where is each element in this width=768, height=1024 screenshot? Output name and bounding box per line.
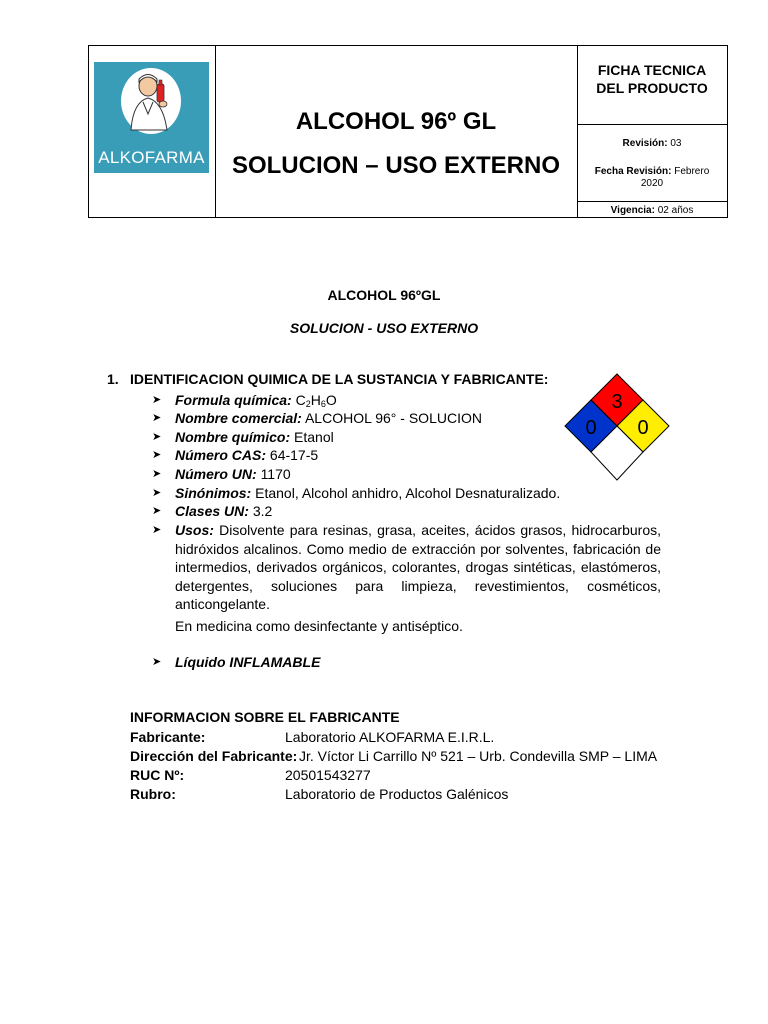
clases-label: Clases UN: (175, 503, 249, 519)
rubro-label: Rubro: (130, 786, 176, 802)
arrow-bullet-icon: ➤ (152, 468, 162, 480)
logo-text: ALKOFARMA (98, 148, 205, 167)
info-divider-2 (577, 201, 727, 202)
nombre-comercial-value: ALCOHOL 96° - SOLUCION (304, 410, 482, 426)
alkofarma-logo (94, 62, 209, 173)
formula-c: C (295, 392, 306, 408)
product-title: ALCOHOL 96º GL (295, 108, 497, 135)
info-cell (577, 46, 727, 217)
product-subtitle: SOLUCION – USO EXTERNO (231, 152, 561, 179)
ficha-tecnica-label (577, 61, 727, 97)
cas-label: Número CAS: (175, 447, 267, 463)
ficha-line-2: DEL PRODUCTO (596, 80, 708, 96)
fabricante-heading: INFORMACION SOBRE EL FABRICANTE (130, 709, 400, 725)
arrow-bullet-icon: ➤ (152, 449, 162, 461)
sinonimos-label: Sinónimos: (175, 485, 252, 501)
un-value: 1170 (260, 466, 291, 482)
info-divider (577, 124, 727, 125)
rubro-value: Laboratorio de Productos Galénicos (285, 786, 509, 802)
fecha-revision-line (577, 166, 727, 190)
arrow-bullet-icon: ➤ (152, 524, 162, 536)
section-title: IDENTIFICACION QUIMICA DE LA SUSTANCIA Y FABRICANTE: (130, 371, 549, 387)
usos-label: Usos: (175, 522, 214, 538)
revision-value: 03 (670, 138, 682, 149)
arrow-bullet-icon: ➤ (152, 656, 162, 668)
formula-c-sub: 2 (305, 399, 311, 409)
formula-value (296, 392, 337, 408)
logo-cell (89, 46, 216, 217)
document-title: ALCOHOL 96ºGL (327, 287, 441, 303)
arrow-bullet-icon: ➤ (152, 412, 162, 424)
title-cell (215, 46, 578, 217)
usos-value: Disolvente para resinas, grasa, aceites, ácidos grasos, hidrocarburos, hidróxidos alcalinos. Como medio de extracción por solventes, fabricación de intermedios, derivados orgánicos, colorantes, drogas sintéticas, elastómeros, detergentes, soluciones para limpieza, revestimientos, cosméticos, anticongelante. (175, 522, 661, 612)
vigencia-label: Vigencia: (610, 205, 655, 216)
direccion-label: Dirección del Fabricante: (130, 748, 298, 764)
section-1-heading (107, 371, 548, 387)
formula-h: H (310, 392, 321, 408)
arrow-bullet-icon: ➤ (152, 431, 162, 443)
document-subtitle: SOLUCION - USO EXTERNO (289, 320, 479, 336)
revision-line (577, 138, 727, 150)
revision-label: Revisión: (622, 138, 668, 149)
fecha-revision-value-1: Febrero (674, 166, 710, 177)
nombre-quimico-label: Nombre químico: (175, 429, 291, 445)
cas-value: 64-17-5 (269, 447, 319, 463)
formula-label: Formula química: (175, 392, 292, 408)
nfpa-flammability-value: 3 (611, 391, 623, 413)
ficha-line-1: FICHA TECNICA (597, 62, 707, 78)
nombre-quimico-value: Etanol (294, 429, 334, 445)
pharmacist-icon (121, 68, 181, 134)
formula-h-sub: 6 (320, 399, 326, 409)
header-table (88, 45, 728, 218)
fecha-revision-value-2: 2020 (640, 178, 664, 189)
direccion-value: Jr. Víctor Li Carrillo Nº 521 – Urb. Condevilla SMP – LIMA (299, 748, 658, 764)
section-number: 1. (107, 371, 119, 387)
vigencia-line (577, 205, 727, 217)
arrow-bullet-icon: ➤ (152, 394, 162, 406)
fabricante-value: Laboratorio ALKOFARMA E.I.R.L. (285, 729, 495, 745)
usos-paragraph (175, 521, 661, 614)
fabricante-label: Fabricante: (130, 729, 206, 745)
ruc-value: 20501543277 (285, 767, 371, 783)
vigencia-value: 02 años (657, 205, 694, 216)
un-label: Número UN: (175, 466, 257, 482)
clases-value: 3.2 (252, 503, 273, 519)
liquido-inflamable-label: Líquido INFLAMABLE (175, 654, 321, 670)
sinonimos-value: Etanol, Alcohol anhidro, Alcohol Desnaturalizado. (255, 485, 561, 501)
usos-extra: En medicina como desinfectante y antiséptico. (175, 618, 463, 634)
nfpa-hazard-diamond (564, 373, 670, 481)
arrow-bullet-icon: ➤ (152, 487, 162, 499)
nombre-comercial-label: Nombre comercial: (175, 410, 302, 426)
formula-o: O (325, 392, 337, 408)
fecha-revision-label: Fecha Revisión: (594, 166, 672, 177)
nfpa-instability-value: 0 (637, 417, 649, 439)
logo-circle (121, 68, 181, 134)
arrow-bullet-icon: ➤ (152, 505, 162, 517)
ruc-label: RUC Nº: (130, 767, 185, 783)
nfpa-health-value: 0 (585, 417, 597, 439)
